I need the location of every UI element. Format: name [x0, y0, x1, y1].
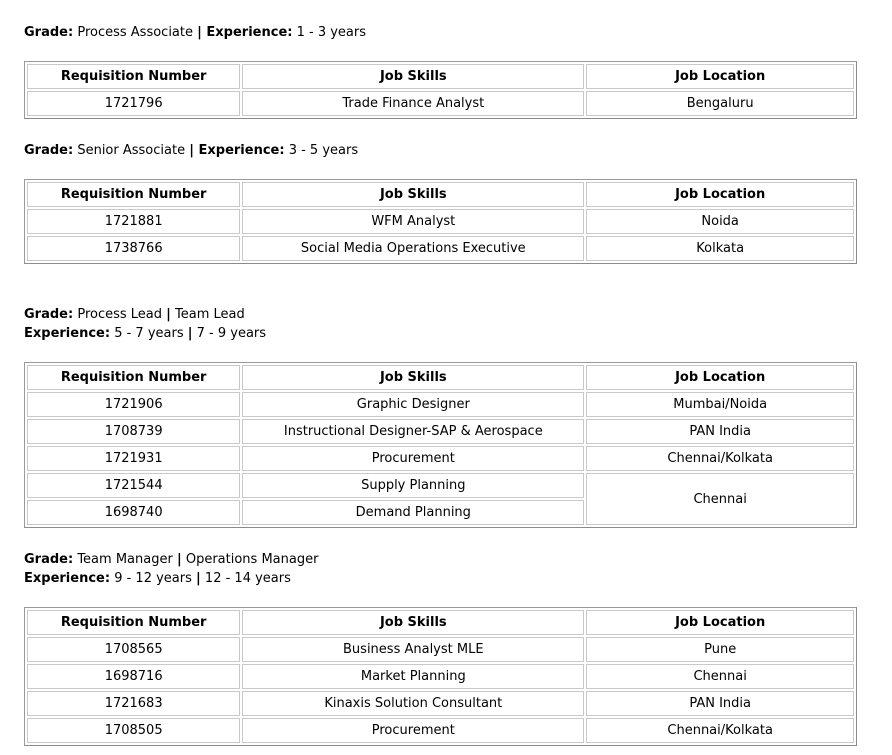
jobs-table	[24, 607, 857, 746]
experience-label: | Experience:	[197, 25, 293, 40]
job-skills-cell: Demand Planning	[242, 500, 584, 525]
column-header-requisition-number: Requisition Number	[27, 64, 240, 89]
job-location-cell-merged: Chennai	[586, 473, 854, 525]
column-header-job-skills: Job Skills	[242, 610, 584, 635]
job-skills-cell: WFM Analyst	[242, 209, 584, 234]
section-senior-associate	[24, 141, 857, 264]
requisition-number-cell: 1698740	[27, 500, 240, 525]
requisition-number-cell: 1708565	[27, 637, 240, 662]
requisition-number-cell: 1708505	[27, 718, 240, 743]
job-location-cell: PAN India	[586, 691, 854, 716]
experience-label: Experience:	[24, 571, 111, 586]
column-header-requisition-number: Requisition Number	[27, 365, 240, 390]
section-process-associate	[24, 23, 857, 119]
column-header-job-skills: Job Skills	[242, 365, 584, 390]
experience-value-2: 7 - 9 years	[196, 326, 267, 341]
grade-value: Team Manager	[77, 552, 173, 567]
job-location-cell: Mumbai/Noida	[586, 392, 854, 417]
separator-pipe: |	[176, 552, 182, 567]
grade-value: Process Associate	[77, 25, 193, 40]
column-header-job-location: Job Location	[586, 182, 854, 207]
separator-pipe: |	[166, 307, 171, 322]
table-row	[27, 691, 854, 716]
section-team-manager-operations-manager	[24, 550, 857, 746]
job-location-cell: Kolkata	[586, 236, 854, 261]
job-skills-cell: Business Analyst MLE	[242, 637, 584, 662]
requisition-number-cell: 1721881	[27, 209, 240, 234]
job-location-cell: Chennai	[586, 664, 854, 689]
table-row	[27, 236, 854, 261]
experience-value-2: 12 - 14 years	[204, 571, 291, 586]
experience-value: 5 - 7 years	[114, 326, 184, 341]
separator-pipe: |	[196, 571, 201, 586]
jobs-table	[24, 61, 857, 119]
experience-label: | Experience:	[189, 143, 285, 158]
table-row	[27, 718, 854, 743]
grade-experience-heading	[24, 305, 857, 343]
column-header-job-location: Job Location	[586, 64, 854, 89]
grade-label: Grade:	[24, 25, 74, 40]
heading-line	[24, 141, 857, 160]
table-row	[27, 209, 854, 234]
heading-line	[24, 550, 857, 569]
table-row	[27, 419, 854, 444]
requisition-number-cell: 1708739	[27, 419, 240, 444]
table-header-row	[27, 365, 854, 390]
heading-line	[24, 23, 857, 42]
separator-pipe: |	[187, 326, 193, 341]
table-row	[27, 91, 854, 116]
jobs-table	[24, 179, 857, 264]
requisition-number-cell: 1721796	[27, 91, 240, 116]
table-header-row	[27, 610, 854, 635]
table-row	[27, 664, 854, 689]
experience-value: 9 - 12 years	[114, 571, 192, 586]
requisition-number-cell: 1721544	[27, 473, 240, 498]
grade-experience-heading	[24, 23, 857, 42]
heading-line	[24, 569, 857, 588]
column-header-job-skills: Job Skills	[242, 64, 584, 89]
table-row	[27, 446, 854, 471]
table-header-row	[27, 64, 854, 89]
experience-value: 3 - 5 years	[288, 143, 359, 158]
column-header-requisition-number: Requisition Number	[27, 610, 240, 635]
table-header-row	[27, 182, 854, 207]
job-skills-cell: Trade Finance Analyst	[242, 91, 584, 116]
job-skills-cell: Procurement	[242, 446, 584, 471]
grade-value: Senior Associate	[77, 143, 186, 158]
jobs-table	[24, 362, 857, 528]
job-location-cell: PAN India	[586, 419, 854, 444]
job-location-cell: Chennai/Kolkata	[586, 446, 854, 471]
grade-label: Grade:	[24, 307, 74, 322]
grade-label: Grade:	[24, 552, 74, 567]
job-skills-cell: Graphic Designer	[242, 392, 584, 417]
table-row	[27, 473, 854, 498]
grade-experience-heading	[24, 550, 857, 588]
column-header-job-skills: Job Skills	[242, 182, 584, 207]
grade-label: Grade:	[24, 143, 74, 158]
grade-experience-heading	[24, 141, 857, 160]
experience-label: Experience:	[24, 326, 111, 341]
job-location-cell: Chennai/Kolkata	[586, 718, 854, 743]
job-location-cell: Pune	[586, 637, 854, 662]
grade-value-2: Team Lead	[175, 307, 245, 322]
job-skills-cell: Instructional Designer-SAP & Aerospace	[242, 419, 584, 444]
table-row	[27, 392, 854, 417]
column-header-job-location: Job Location	[586, 610, 854, 635]
job-skills-cell: Social Media Operations Executive	[242, 236, 584, 261]
column-header-requisition-number: Requisition Number	[27, 182, 240, 207]
requisition-number-cell: 1698716	[27, 664, 240, 689]
experience-value: 1 - 3 years	[296, 25, 367, 40]
grade-value: Process Lead	[77, 307, 163, 322]
job-skills-cell: Supply Planning	[242, 473, 584, 498]
requisition-number-cell: 1721906	[27, 392, 240, 417]
job-skills-cell: Kinaxis Solution Consultant	[242, 691, 584, 716]
grade-value-2: Operations Manager	[185, 552, 319, 567]
job-skills-cell: Procurement	[242, 718, 584, 743]
requisition-number-cell: 1738766	[27, 236, 240, 261]
job-location-cell: Bengaluru	[586, 91, 854, 116]
job-location-cell: Noida	[586, 209, 854, 234]
table-row	[27, 637, 854, 662]
column-header-job-location: Job Location	[586, 365, 854, 390]
job-skills-cell: Market Planning	[242, 664, 584, 689]
requisition-number-cell: 1721683	[27, 691, 240, 716]
section-process-lead-team-lead	[24, 305, 857, 528]
heading-line	[24, 324, 857, 343]
requisition-number-cell: 1721931	[27, 446, 240, 471]
heading-line	[24, 305, 857, 324]
